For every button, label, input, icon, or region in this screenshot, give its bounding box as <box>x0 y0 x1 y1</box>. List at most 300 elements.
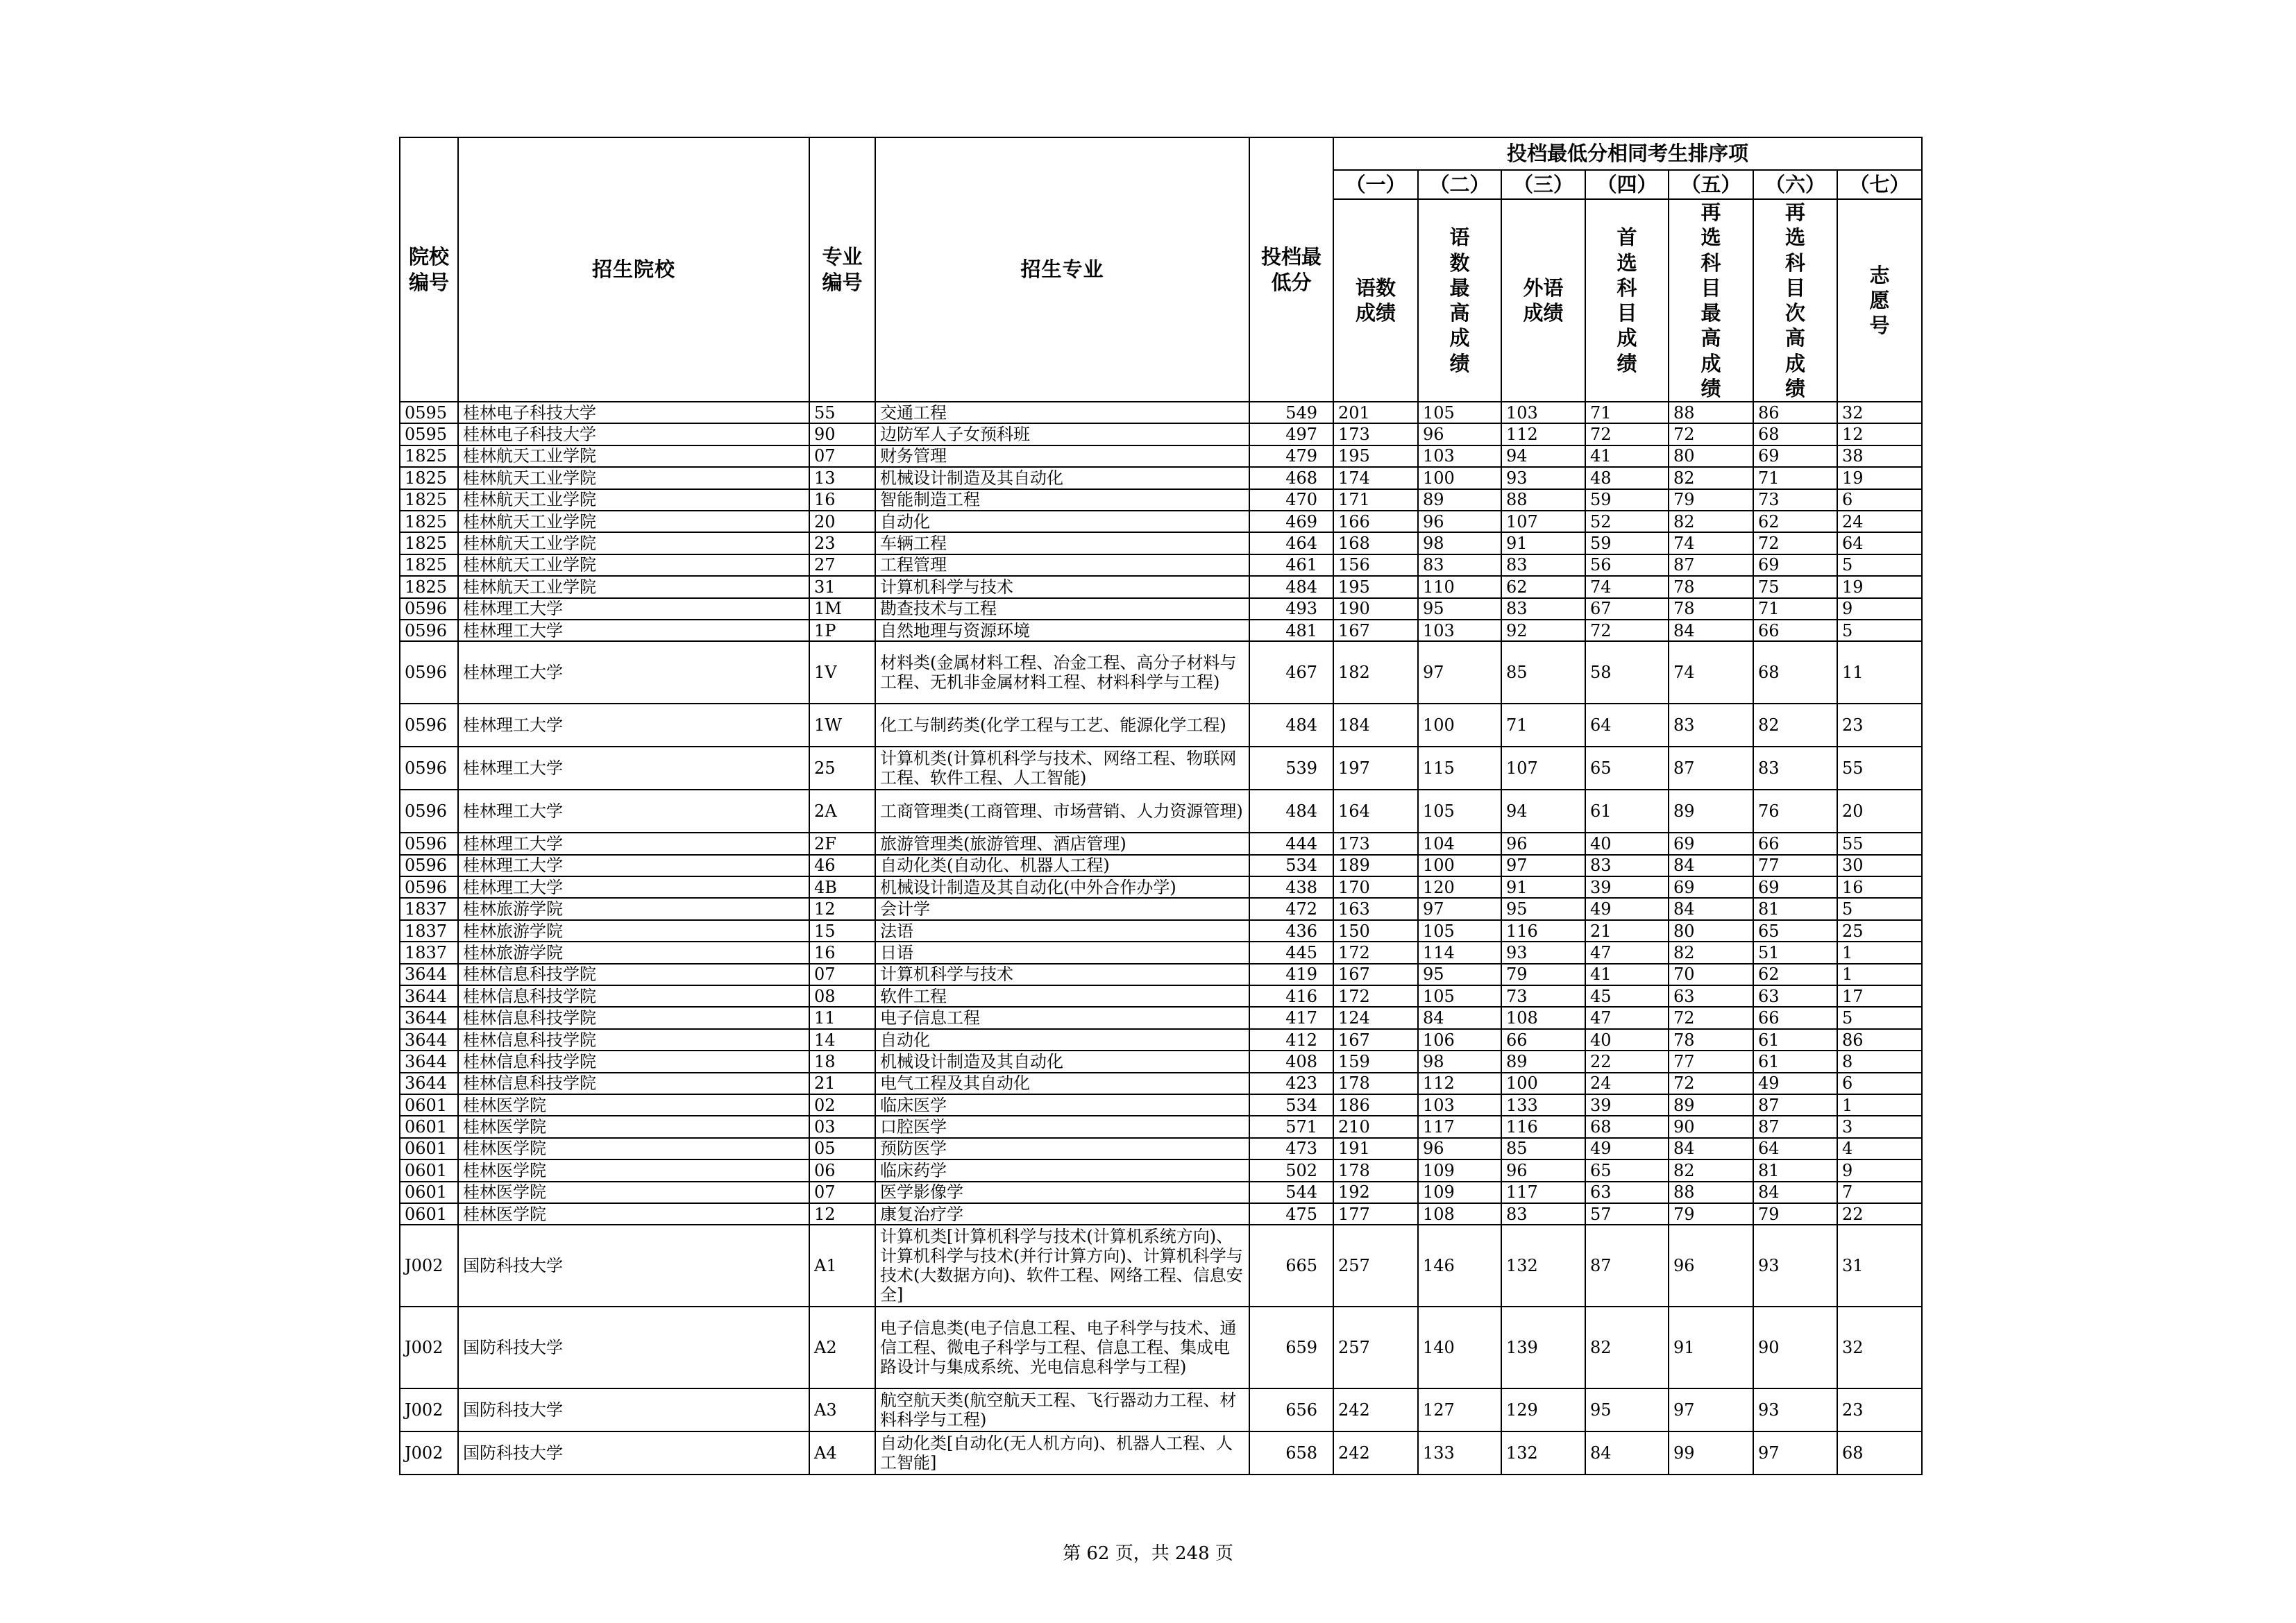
tie-value-cell: 73 <box>1501 985 1585 1007</box>
tie-value-cell: 71 <box>1753 598 1837 620</box>
major-name-cell: 自动化类[自动化(无人机方向)、机器人工程、人工智能] <box>875 1431 1249 1475</box>
table-row <box>400 1182 1922 1203</box>
major-name-cell: 旅游管理类(旅游管理、酒店管理) <box>875 833 1249 854</box>
tie-value-cell: 108 <box>1418 1203 1501 1225</box>
header-major-code: 专业编号 <box>809 137 875 402</box>
tie-value-cell: 163 <box>1333 898 1418 919</box>
header-tie-label: 语数最高成绩 <box>1418 199 1501 402</box>
major-name-cell: 化工与制药类(化学工程与工艺、能源化学工程) <box>875 704 1249 747</box>
tie-value-cell: 90 <box>1669 1116 1753 1137</box>
school-name-cell: 桂林信息科技学院 <box>458 985 809 1007</box>
tie-value-cell: 124 <box>1333 1007 1418 1028</box>
tie-value-cell: 132 <box>1501 1225 1585 1307</box>
min-score-cell: 436 <box>1249 920 1333 942</box>
tie-value-cell: 105 <box>1418 920 1501 942</box>
table-row <box>400 641 1922 704</box>
major-name-cell: 临床药学 <box>875 1159 1249 1181</box>
tie-value-cell: 65 <box>1585 1159 1669 1181</box>
school-code-cell: J002 <box>400 1431 458 1475</box>
tie-value-cell: 81 <box>1753 898 1837 919</box>
tie-value-cell: 114 <box>1418 942 1501 963</box>
tie-value-cell: 92 <box>1501 620 1585 641</box>
tie-value-cell: 41 <box>1585 445 1669 467</box>
table-row <box>400 1159 1922 1181</box>
school-code-cell: J002 <box>400 1225 458 1307</box>
tie-value-cell: 68 <box>1585 1116 1669 1137</box>
school-code-cell: 1837 <box>400 942 458 963</box>
school-code-cell: 0601 <box>400 1159 458 1181</box>
tie-value-cell: 107 <box>1501 747 1585 790</box>
min-score-cell: 665 <box>1249 1225 1333 1307</box>
min-score-cell: 497 <box>1249 423 1333 445</box>
tie-value-cell: 61 <box>1585 790 1669 833</box>
tie-value-cell: 9 <box>1837 1159 1922 1181</box>
tie-value-cell: 69 <box>1753 876 1837 898</box>
school-code-cell: 0601 <box>400 1116 458 1137</box>
min-score-cell: 473 <box>1249 1138 1333 1159</box>
header-major-name: 招生专业 <box>875 137 1249 402</box>
major-code-cell: 55 <box>809 402 875 423</box>
table-row <box>400 402 1922 423</box>
school-name-cell: 桂林航天工业学院 <box>458 445 809 467</box>
school-code-cell: 0596 <box>400 833 458 854</box>
tie-value-cell: 105 <box>1418 985 1501 1007</box>
tie-value-cell: 19 <box>1837 576 1922 597</box>
tie-value-cell: 61 <box>1753 1051 1837 1072</box>
tie-value-cell: 84 <box>1669 1138 1753 1159</box>
major-code-cell: 31 <box>809 576 875 597</box>
tie-value-cell: 62 <box>1753 964 1837 985</box>
tie-value-cell: 96 <box>1418 423 1501 445</box>
table-header <box>400 137 1922 402</box>
admission-score-table <box>399 137 1923 1475</box>
tie-value-cell: 174 <box>1333 467 1418 488</box>
min-score-cell: 484 <box>1249 576 1333 597</box>
tie-value-cell: 64 <box>1753 1138 1837 1159</box>
major-name-cell: 自动化类(自动化、机器人工程) <box>875 855 1249 876</box>
major-name-cell: 勘查技术与工程 <box>875 598 1249 620</box>
tie-value-cell: 22 <box>1585 1051 1669 1072</box>
major-name-cell: 机械设计制造及其自动化(中外合作办学) <box>875 876 1249 898</box>
major-name-cell: 自动化 <box>875 1029 1249 1051</box>
header-tie-num: （四） <box>1585 170 1669 199</box>
tie-value-cell: 4 <box>1837 1138 1922 1159</box>
tie-value-cell: 63 <box>1669 985 1753 1007</box>
tie-value-cell: 6 <box>1837 489 1922 511</box>
tie-value-cell: 82 <box>1669 467 1753 488</box>
major-name-cell: 软件工程 <box>875 985 1249 1007</box>
tie-value-cell: 79 <box>1669 1203 1753 1225</box>
tie-value-cell: 80 <box>1669 445 1753 467</box>
min-score-cell: 539 <box>1249 747 1333 790</box>
tie-value-cell: 120 <box>1418 876 1501 898</box>
min-score-cell: 658 <box>1249 1431 1333 1475</box>
header-tie-group: 投档最低分相同考生排序项 <box>1333 137 1922 170</box>
min-score-cell: 534 <box>1249 855 1333 876</box>
major-code-cell: 4B <box>809 876 875 898</box>
tie-value-cell: 21 <box>1585 920 1669 942</box>
table-row <box>400 554 1922 576</box>
tie-value-cell: 72 <box>1669 423 1753 445</box>
min-score-cell: 534 <box>1249 1094 1333 1116</box>
tie-value-cell: 65 <box>1753 920 1837 942</box>
school-code-cell: 0596 <box>400 704 458 747</box>
tie-value-cell: 90 <box>1753 1307 1837 1388</box>
tie-value-cell: 80 <box>1669 920 1753 942</box>
tie-value-cell: 30 <box>1837 855 1922 876</box>
header-tie-label: 外语成绩 <box>1501 199 1585 402</box>
table-row <box>400 898 1922 919</box>
tie-value-cell: 49 <box>1585 1138 1669 1159</box>
tie-value-cell: 63 <box>1585 1182 1669 1203</box>
school-name-cell: 桂林理工大学 <box>458 704 809 747</box>
min-score-cell: 475 <box>1249 1203 1333 1225</box>
school-name-cell: 国防科技大学 <box>458 1431 809 1475</box>
tie-value-cell: 59 <box>1585 489 1669 511</box>
tie-value-cell: 84 <box>1585 1431 1669 1475</box>
table-row <box>400 1094 1922 1116</box>
tie-value-cell: 106 <box>1418 1029 1501 1051</box>
tie-value-cell: 182 <box>1333 641 1418 704</box>
min-score-cell: 423 <box>1249 1073 1333 1094</box>
tie-value-cell: 95 <box>1418 598 1501 620</box>
tie-value-cell: 66 <box>1501 1029 1585 1051</box>
tie-value-cell: 65 <box>1585 747 1669 790</box>
tie-value-cell: 195 <box>1333 445 1418 467</box>
school-code-cell: 0601 <box>400 1182 458 1203</box>
tie-value-cell: 25 <box>1837 920 1922 942</box>
school-name-cell: 桂林理工大学 <box>458 855 809 876</box>
tie-value-cell: 116 <box>1501 920 1585 942</box>
header-tie-label: 再选科目次高成绩 <box>1753 199 1837 402</box>
tie-value-cell: 85 <box>1501 1138 1585 1159</box>
min-score-cell: 444 <box>1249 833 1333 854</box>
tie-value-cell: 96 <box>1418 1138 1501 1159</box>
school-name-cell: 桂林旅游学院 <box>458 942 809 963</box>
tie-value-cell: 11 <box>1837 641 1922 704</box>
tie-value-cell: 95 <box>1501 898 1585 919</box>
school-name-cell: 桂林航天工业学院 <box>458 489 809 511</box>
school-name-cell: 桂林医学院 <box>458 1203 809 1225</box>
table-row <box>400 1051 1922 1072</box>
tie-value-cell: 166 <box>1333 511 1418 532</box>
min-score-cell: 479 <box>1249 445 1333 467</box>
school-name-cell: 桂林理工大学 <box>458 598 809 620</box>
tie-value-cell: 103 <box>1418 620 1501 641</box>
school-name-cell: 桂林医学院 <box>458 1138 809 1159</box>
tie-value-cell: 6 <box>1837 1073 1922 1094</box>
tie-value-cell: 82 <box>1585 1307 1669 1388</box>
tie-value-cell: 83 <box>1501 1203 1585 1225</box>
tie-value-cell: 84 <box>1669 855 1753 876</box>
major-name-cell: 工商管理类(工商管理、市场营销、人力资源管理) <box>875 790 1249 833</box>
table-body <box>400 402 1922 1475</box>
school-code-cell: 0596 <box>400 620 458 641</box>
tie-value-cell: 97 <box>1501 855 1585 876</box>
tie-value-cell: 100 <box>1501 1073 1585 1094</box>
tie-value-cell: 201 <box>1333 402 1418 423</box>
tie-value-cell: 59 <box>1585 532 1669 554</box>
tie-value-cell: 115 <box>1418 747 1501 790</box>
tie-value-cell: 84 <box>1418 1007 1501 1028</box>
tie-value-cell: 77 <box>1669 1051 1753 1072</box>
tie-value-cell: 83 <box>1585 855 1669 876</box>
tie-value-cell: 51 <box>1753 942 1837 963</box>
tie-value-cell: 197 <box>1333 747 1418 790</box>
tie-value-cell: 184 <box>1333 704 1418 747</box>
major-name-cell: 医学影像学 <box>875 1182 1249 1203</box>
tie-value-cell: 117 <box>1501 1182 1585 1203</box>
tie-value-cell: 164 <box>1333 790 1418 833</box>
major-name-cell: 工程管理 <box>875 554 1249 576</box>
table-row <box>400 920 1922 942</box>
min-score-cell: 468 <box>1249 467 1333 488</box>
header-min-score: 投档最低分 <box>1249 137 1333 402</box>
tie-value-cell: 109 <box>1418 1182 1501 1203</box>
table-row <box>400 620 1922 641</box>
tie-value-cell: 140 <box>1418 1307 1501 1388</box>
major-code-cell: 16 <box>809 489 875 511</box>
min-score-cell: 571 <box>1249 1116 1333 1137</box>
school-name-cell: 桂林航天工业学院 <box>458 576 809 597</box>
tie-value-cell: 72 <box>1669 1073 1753 1094</box>
school-code-cell: 0596 <box>400 855 458 876</box>
tie-value-cell: 195 <box>1333 576 1418 597</box>
tie-value-cell: 82 <box>1669 942 1753 963</box>
tie-value-cell: 39 <box>1585 1094 1669 1116</box>
school-name-cell: 桂林医学院 <box>458 1182 809 1203</box>
tie-value-cell: 83 <box>1418 554 1501 576</box>
min-score-cell: 467 <box>1249 641 1333 704</box>
table-row <box>400 1029 1922 1051</box>
tie-value-cell: 88 <box>1669 1182 1753 1203</box>
tie-value-cell: 22 <box>1837 1203 1922 1225</box>
tie-value-cell: 96 <box>1669 1225 1753 1307</box>
tie-value-cell: 95 <box>1418 964 1501 985</box>
tie-value-cell: 242 <box>1333 1388 1418 1431</box>
tie-value-cell: 172 <box>1333 985 1418 1007</box>
tie-value-cell: 66 <box>1753 1007 1837 1028</box>
min-score-cell: 481 <box>1249 620 1333 641</box>
school-name-cell: 桂林电子科技大学 <box>458 423 809 445</box>
tie-value-cell: 87 <box>1585 1225 1669 1307</box>
major-name-cell: 智能制造工程 <box>875 489 1249 511</box>
tie-value-cell: 45 <box>1585 985 1669 1007</box>
tie-value-cell: 5 <box>1837 898 1922 919</box>
school-code-cell: 1825 <box>400 445 458 467</box>
tie-value-cell: 82 <box>1753 704 1837 747</box>
tie-value-cell: 1 <box>1837 1094 1922 1116</box>
tie-value-cell: 5 <box>1837 554 1922 576</box>
tie-value-cell: 257 <box>1333 1307 1418 1388</box>
tie-value-cell: 76 <box>1753 790 1837 833</box>
min-score-cell: 544 <box>1249 1182 1333 1203</box>
tie-value-cell: 168 <box>1333 532 1418 554</box>
major-code-cell: 03 <box>809 1116 875 1137</box>
major-name-cell: 航空航天类(航空航天工程、飞行器动力工程、材料科学与工程) <box>875 1388 1249 1431</box>
tie-value-cell: 100 <box>1418 704 1501 747</box>
table-row <box>400 855 1922 876</box>
tie-value-cell: 57 <box>1585 1203 1669 1225</box>
school-name-cell: 桂林医学院 <box>458 1116 809 1137</box>
tie-value-cell: 64 <box>1837 532 1922 554</box>
tie-value-cell: 100 <box>1418 855 1501 876</box>
header-tie-num: （七） <box>1837 170 1922 199</box>
tie-value-cell: 79 <box>1753 1203 1837 1225</box>
tie-value-cell: 38 <box>1837 445 1922 467</box>
tie-value-cell: 31 <box>1837 1225 1922 1307</box>
tie-value-cell: 98 <box>1418 532 1501 554</box>
table-row <box>400 964 1922 985</box>
tie-value-cell: 82 <box>1669 1159 1753 1181</box>
school-name-cell: 桂林医学院 <box>458 1159 809 1181</box>
major-code-cell: 18 <box>809 1051 875 1072</box>
header-tie-label: 语数成绩 <box>1333 199 1418 402</box>
school-code-cell: 0595 <box>400 423 458 445</box>
major-code-cell: 25 <box>809 747 875 790</box>
header-school-name: 招生院校 <box>458 137 809 402</box>
tie-value-cell: 93 <box>1501 467 1585 488</box>
tie-value-cell: 39 <box>1585 876 1669 898</box>
tie-value-cell: 104 <box>1418 833 1501 854</box>
school-name-cell: 桂林旅游学院 <box>458 898 809 919</box>
school-code-cell: 0595 <box>400 402 458 423</box>
school-name-cell: 桂林电子科技大学 <box>458 402 809 423</box>
tie-value-cell: 68 <box>1837 1431 1922 1475</box>
tie-value-cell: 87 <box>1753 1094 1837 1116</box>
tie-value-cell: 19 <box>1837 467 1922 488</box>
tie-value-cell: 55 <box>1837 747 1922 790</box>
tie-value-cell: 24 <box>1585 1073 1669 1094</box>
major-code-cell: A2 <box>809 1307 875 1388</box>
school-code-cell: 1825 <box>400 532 458 554</box>
tie-value-cell: 23 <box>1837 704 1922 747</box>
tie-value-cell: 96 <box>1501 1159 1585 1181</box>
tie-value-cell: 77 <box>1753 855 1837 876</box>
min-score-cell: 419 <box>1249 964 1333 985</box>
major-code-cell: 27 <box>809 554 875 576</box>
major-name-cell: 日语 <box>875 942 1249 963</box>
major-name-cell: 临床医学 <box>875 1094 1249 1116</box>
min-score-cell: 484 <box>1249 704 1333 747</box>
school-code-cell: 3644 <box>400 985 458 1007</box>
tie-value-cell: 132 <box>1501 1431 1585 1475</box>
table-row <box>400 876 1922 898</box>
major-code-cell: 05 <box>809 1138 875 1159</box>
table-row <box>400 1073 1922 1094</box>
school-code-cell: 1837 <box>400 898 458 919</box>
tie-value-cell: 84 <box>1669 620 1753 641</box>
major-code-cell: 21 <box>809 1073 875 1094</box>
tie-value-cell: 49 <box>1753 1073 1837 1094</box>
tie-value-cell: 12 <box>1837 423 1922 445</box>
major-name-cell: 电子信息类(电子信息工程、电子科学与技术、通信工程、微电子科学与工程、信息工程、集成电路设计与集成系统、光电信息科学与工程) <box>875 1307 1249 1388</box>
tie-value-cell: 167 <box>1333 964 1418 985</box>
major-name-cell: 车辆工程 <box>875 532 1249 554</box>
school-name-cell: 桂林旅游学院 <box>458 920 809 942</box>
tie-value-cell: 129 <box>1501 1388 1585 1431</box>
major-name-cell: 交通工程 <box>875 402 1249 423</box>
school-code-cell: 1825 <box>400 489 458 511</box>
tie-value-cell: 61 <box>1753 1029 1837 1051</box>
tie-value-cell: 16 <box>1837 876 1922 898</box>
header-school-code: 院校编号 <box>400 137 458 402</box>
min-score-cell: 417 <box>1249 1007 1333 1028</box>
major-code-cell: A1 <box>809 1225 875 1307</box>
tie-value-cell: 146 <box>1418 1225 1501 1307</box>
tie-value-cell: 171 <box>1333 489 1418 511</box>
tie-value-cell: 127 <box>1418 1388 1501 1431</box>
major-code-cell: 07 <box>809 964 875 985</box>
school-code-cell: J002 <box>400 1307 458 1388</box>
tie-value-cell: 79 <box>1501 964 1585 985</box>
table-row <box>400 1225 1922 1307</box>
school-code-cell: 0601 <box>400 1138 458 1159</box>
tie-value-cell: 67 <box>1585 598 1669 620</box>
school-code-cell: 1825 <box>400 576 458 597</box>
major-code-cell: 1V <box>809 641 875 704</box>
table-row <box>400 423 1922 445</box>
header-tie-num: （五） <box>1669 170 1753 199</box>
tie-value-cell: 99 <box>1669 1431 1753 1475</box>
table-row <box>400 1388 1922 1431</box>
table-row <box>400 1203 1922 1225</box>
major-name-cell: 电子信息工程 <box>875 1007 1249 1028</box>
table-row <box>400 790 1922 833</box>
tie-value-cell: 103 <box>1501 402 1585 423</box>
school-name-cell: 桂林信息科技学院 <box>458 1051 809 1072</box>
tie-value-cell: 172 <box>1333 942 1418 963</box>
tie-value-cell: 1 <box>1837 942 1922 963</box>
table-row <box>400 598 1922 620</box>
tie-value-cell: 87 <box>1669 747 1753 790</box>
tie-value-cell: 96 <box>1501 833 1585 854</box>
major-code-cell: A4 <box>809 1431 875 1475</box>
tie-value-cell: 23 <box>1837 1388 1922 1431</box>
min-score-cell: 659 <box>1249 1307 1333 1388</box>
school-name-cell: 国防科技大学 <box>458 1225 809 1307</box>
tie-value-cell: 62 <box>1501 576 1585 597</box>
tie-value-cell: 56 <box>1585 554 1669 576</box>
tie-value-cell: 84 <box>1753 1182 1837 1203</box>
header-tie-num: （三） <box>1501 170 1585 199</box>
tie-value-cell: 88 <box>1501 489 1585 511</box>
school-code-cell: 1837 <box>400 920 458 942</box>
major-code-cell: 46 <box>809 855 875 876</box>
tie-value-cell: 66 <box>1753 620 1837 641</box>
tie-value-cell: 68 <box>1753 423 1837 445</box>
tie-value-cell: 84 <box>1669 898 1753 919</box>
tie-value-cell: 40 <box>1585 833 1669 854</box>
tie-value-cell: 97 <box>1418 898 1501 919</box>
tie-value-cell: 105 <box>1418 790 1501 833</box>
tie-value-cell: 83 <box>1753 747 1837 790</box>
school-name-cell: 桂林理工大学 <box>458 620 809 641</box>
tie-value-cell: 73 <box>1753 489 1837 511</box>
header-tie-label: 再选科目最高成绩 <box>1669 199 1753 402</box>
school-code-cell: J002 <box>400 1388 458 1431</box>
tie-value-cell: 78 <box>1669 1029 1753 1051</box>
tie-value-cell: 88 <box>1669 402 1753 423</box>
header-tie-num: （二） <box>1418 170 1501 199</box>
major-code-cell: 02 <box>809 1094 875 1116</box>
major-name-cell: 计算机类[计算机科学与技术(计算机系统方向)、计算机科学与技术(并行计算方向)、计算机科学与技术(大数据方向)、软件工程、网络工程、信息安全] <box>875 1225 1249 1307</box>
tie-value-cell: 91 <box>1669 1307 1753 1388</box>
tie-value-cell: 69 <box>1669 876 1753 898</box>
table-row <box>400 511 1922 532</box>
tie-value-cell: 192 <box>1333 1182 1418 1203</box>
tie-value-cell: 5 <box>1837 1007 1922 1028</box>
